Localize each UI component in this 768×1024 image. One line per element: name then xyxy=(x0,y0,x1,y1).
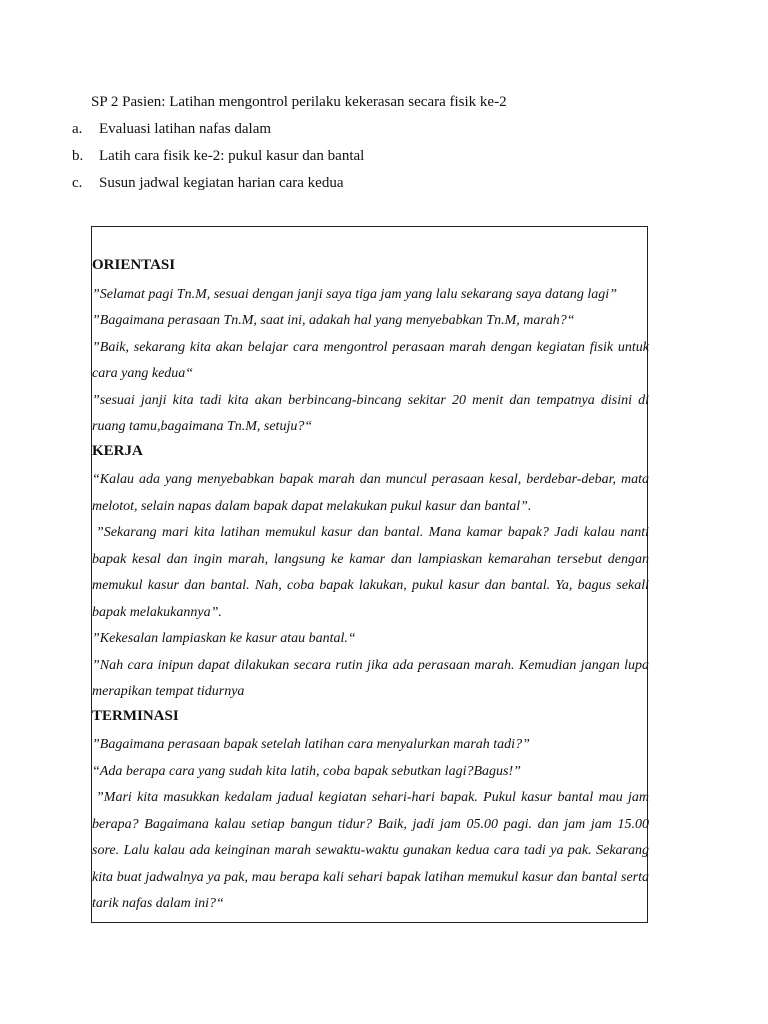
orientasi-paragraph: ”Selamat pagi Tn.M, sesuai dengan janji saya tiga jam yang lalu sekarang saya datang lagi” xyxy=(92,286,617,302)
list-item xyxy=(72,119,364,146)
section-title-kerja: KERJA xyxy=(92,442,143,459)
kerja-paragraph: ”Kekesalan lampiaskan ke kasur atau bantal.“ xyxy=(92,631,356,646)
kerja-paragraph: ”Nah cara inipun dapat dilakukan secara rutin jika ada perasaan marah. Kemudian jangan lupa merapikan tempat tidurnya xyxy=(92,657,649,699)
document-heading: SP 2 Pasien: Latihan mengontrol perilaku kekerasan secara fisik ke-2 xyxy=(91,94,507,110)
list-item-text: Evaluasi latihan nafas dalam xyxy=(99,121,272,137)
list-marker: a. xyxy=(72,121,83,137)
list-marker: c. xyxy=(72,175,83,191)
section-title-terminasi: TERMINASI xyxy=(92,707,179,724)
objective-list xyxy=(72,119,364,200)
orientasi-paragraph: ”Baik, sekarang kita akan belajar cara mengontrol perasaan marah dengan kegiatan fisik untuk cara yang kedua“ xyxy=(92,339,649,381)
list-item xyxy=(72,146,364,173)
list-item xyxy=(72,173,364,200)
list-item-text: Susun jadwal kegiatan harian cara kedua xyxy=(99,175,344,191)
list-item-text: Latih cara fisik ke-2: pukul kasur dan bantal xyxy=(99,148,365,164)
orientasi-paragraph: ”sesuai janji kita tadi kita akan berbincang-bincang sekitar 20 menit dan tempatnya disini di ruang tamu,bagaimana Tn.M, setuju?“ xyxy=(92,392,649,434)
kerja-paragraph: “Kalau ada yang menyebabkan bapak marah dan muncul perasaan kesal, berdebar-debar, mata melotot, selain napas dalam bapak dapat melakukan pukul kasur dan bantal”. xyxy=(92,472,649,514)
orientasi-paragraph: ”Bagaimana perasaan Tn.M, saat ini, adakah hal yang menyebabkan Tn.M, marah?“ xyxy=(92,313,575,328)
terminasi-paragraph: ”Mari kita masukkan kedalam jadual kegiatan sehari-hari bapak. Pukul kasur bantal mau jam berapa? Bagaimana kalau setiap bangun tidur? Baik, jadi jam 05.00 pagi. dan jam jam 15.00 sore. Lalu kalau ada keinginan marah sewaktu-waktu gunakan kedua cara tadi ya pak. Sekarang kita buat jadwalnya ya pak, mau berapa kali sehari bapak latihan memukul kasur dan bantal serta tarik nafas dalam ini?“ xyxy=(92,790,649,911)
list-marker: b. xyxy=(72,148,84,164)
terminasi-paragraph: “Ada berapa cara yang sudah kita latih, coba bapak sebutkan lagi?Bagus!” xyxy=(92,763,521,779)
terminasi-paragraph: ”Bagaimana perasaan bapak setelah latihan cara menyalurkan marah tadi?” xyxy=(92,737,530,752)
section-title-orientasi: ORIENTASI xyxy=(92,257,176,273)
kerja-paragraph: ”Sekarang mari kita latihan memukul kasur dan bantal. Mana kamar bapak? Jadi kalau nanti bapak kesal dan ingin marah, langsung ke kamar dan lampiaskan kemarahan tersebut dengan memukul kasur dan bantal. Nah, coba bapak lakukan, pukul kasur dan bantal. Ya, bagus sekali bapak melakukannya”. xyxy=(92,525,649,620)
dialogue-content xyxy=(92,255,649,918)
dialogue-box xyxy=(91,226,648,923)
